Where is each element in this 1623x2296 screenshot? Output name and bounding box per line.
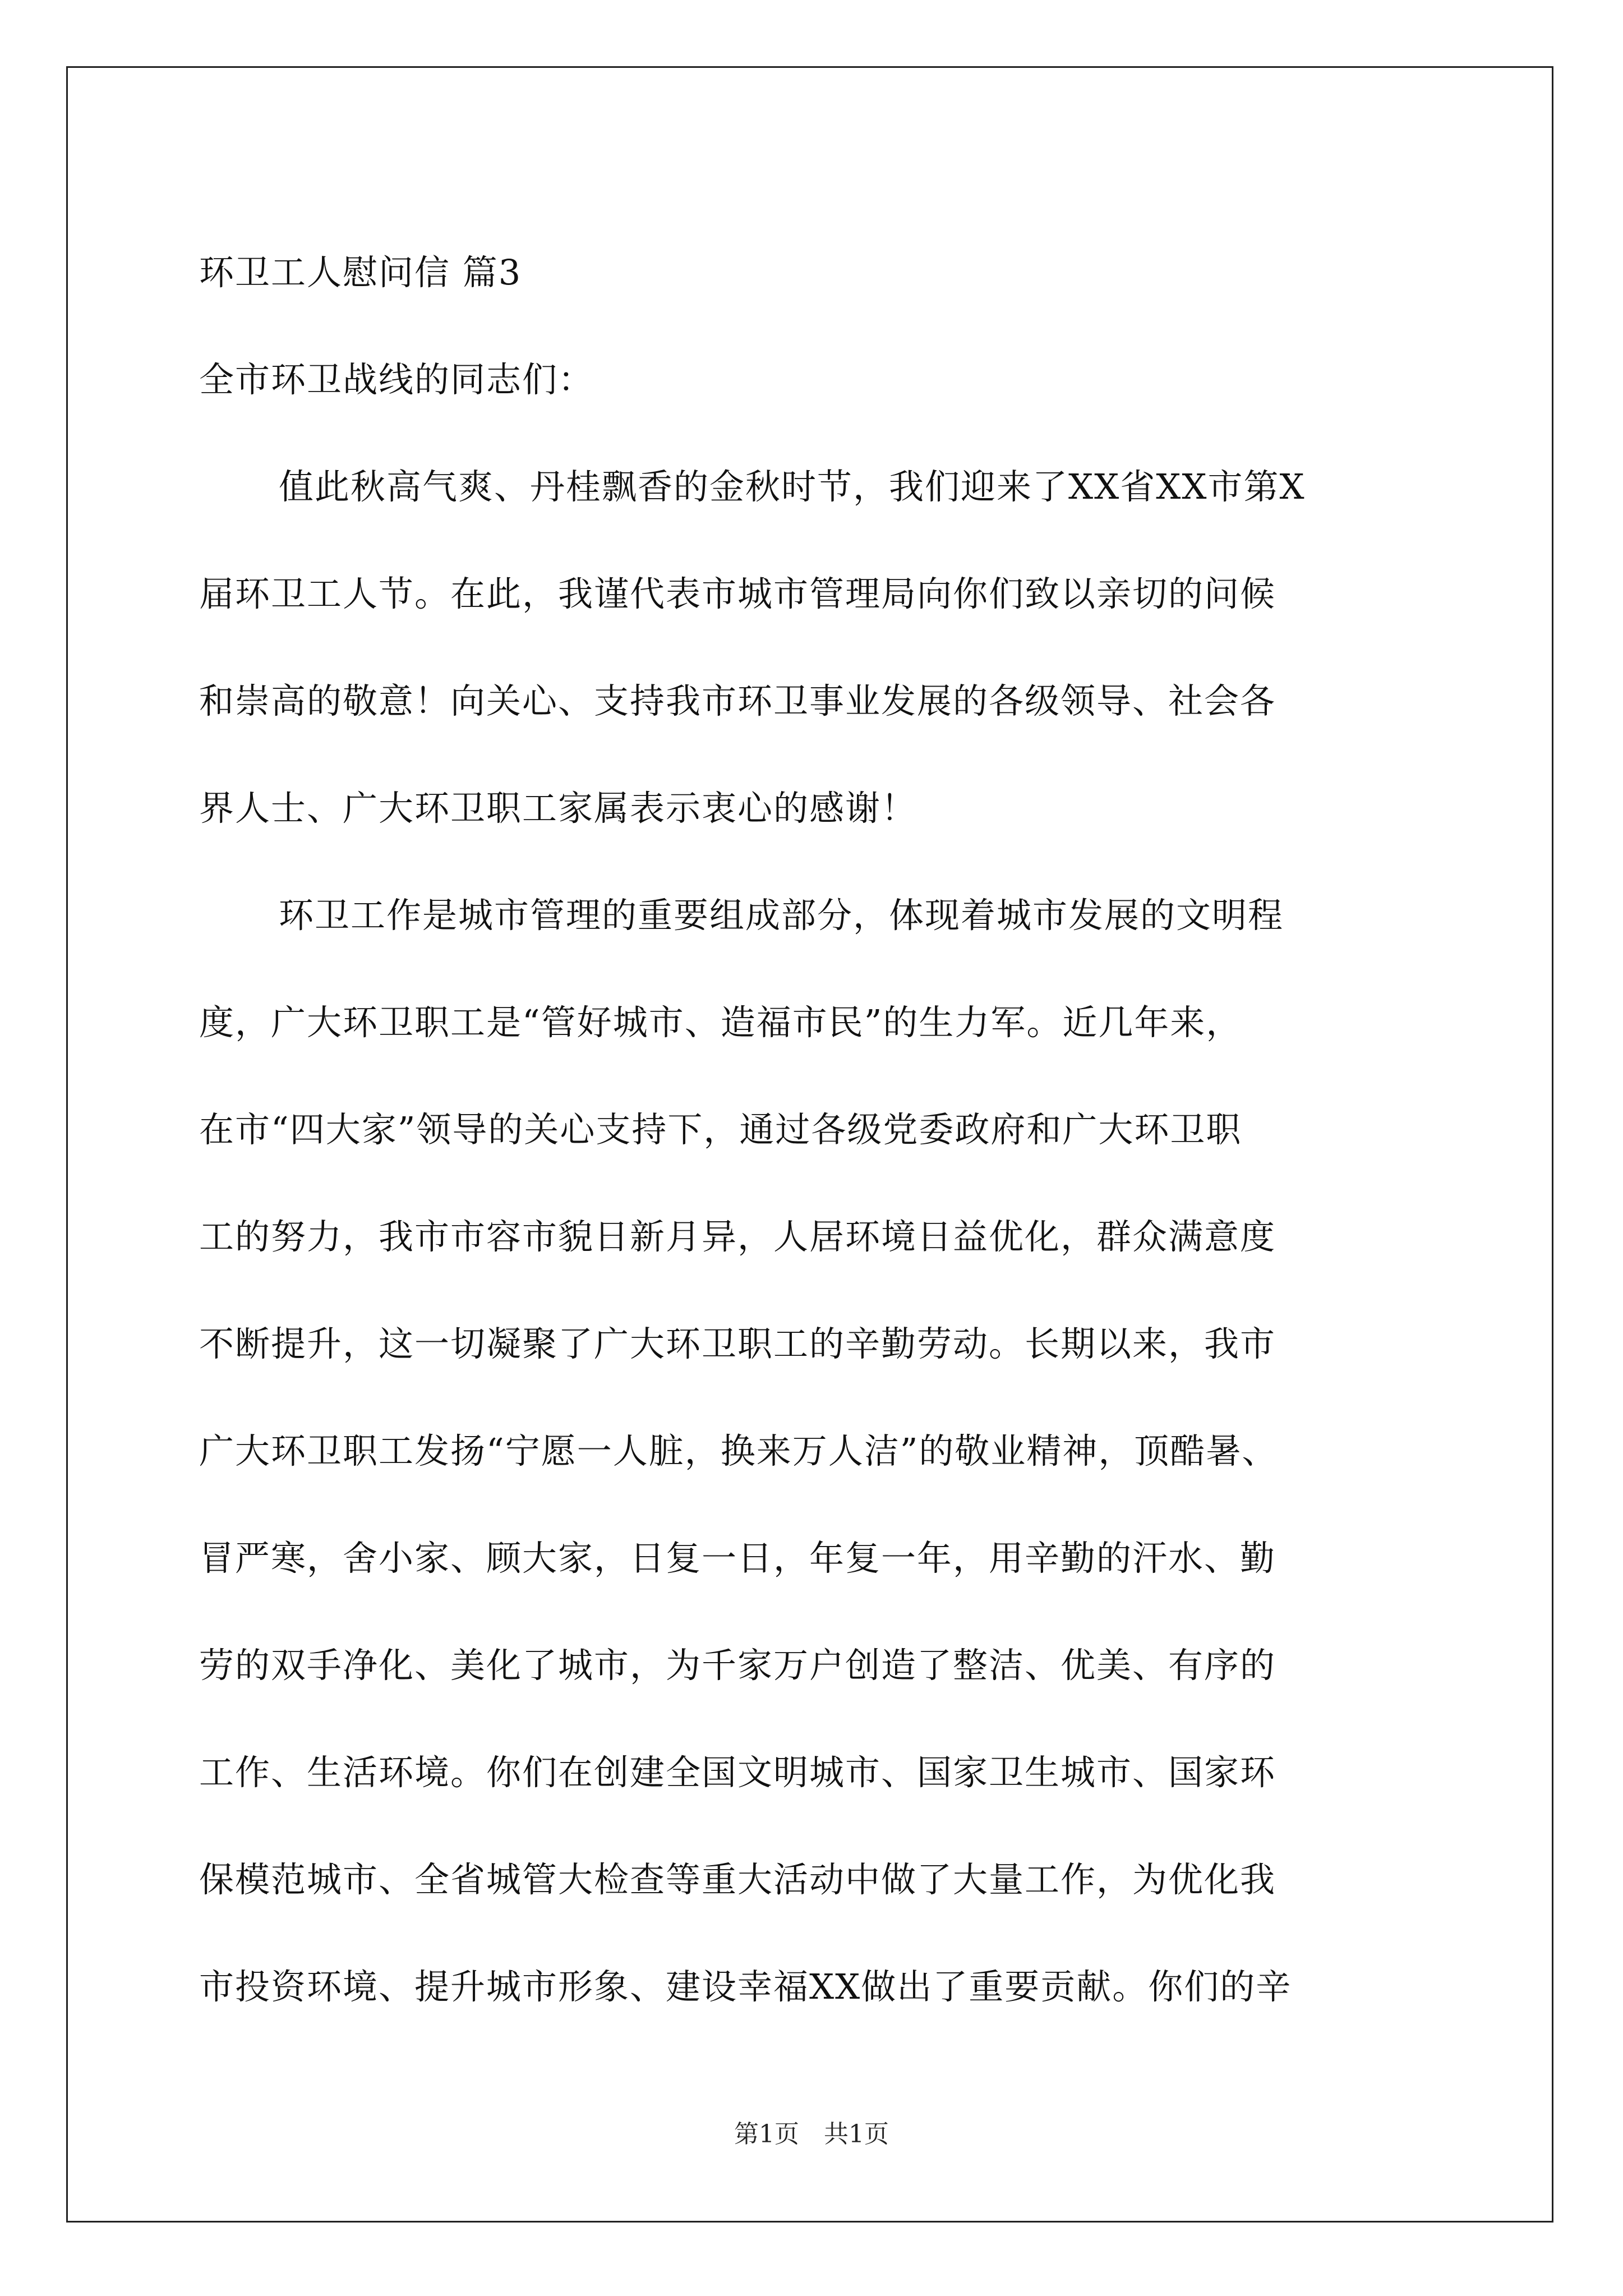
paragraph-2-line-2: 度，广大环卫职工是“管好城市、造福市民”的生力军。近几年来， [199,1002,1242,1043]
paragraph-1-line-3: 和崇高的敬意！向关心、支持我市环卫事业发展的各级领导、社会各 [199,680,1276,721]
page-footer: 第1页 共1页 [734,2120,889,2148]
salutation: 全市环卫战线的同志们： [199,359,594,400]
paragraph-2-line-9: 工作、生活环境。你们在创建全国文明城市、国家卫生城市、国家环 [199,1752,1276,1793]
paragraph-1-line-4: 界人士、广大环卫职工家属表示衷心的感谢！ [199,788,917,829]
paragraph-2-line-11: 市投资环境、提升城市形象、建设幸福XX做出了重要贡献。你们的辛 [199,1966,1292,2007]
paragraph-2-line-7: 冒严寒，舍小家、顾大家，日复一日，年复一年，用辛勤的汗水、勤 [199,1538,1276,1579]
paragraph-2-line-1: 环卫工作是城市管理的重要组成部分，体现着城市发展的文明程 [279,895,1284,936]
paragraph-1-line-2: 届环卫工人节。在此，我谨代表市城市管理局向你们致以亲切的问候 [199,573,1276,614]
document-title: 环卫工人慰问信 篇3 [199,252,522,293]
paragraph-2-line-5: 不断提升，这一切凝聚了广大环卫职工的辛勤劳动。长期以来，我市 [199,1323,1276,1364]
paragraph-2-line-6: 广大环卫职工发扬“宁愿一人脏，换来万人洁”的敬业精神，顶酷暑、 [199,1430,1278,1471]
paragraph-2-line-10: 保模范城市、全省城管大检查等重大活动中做了大量工作，为优化我 [199,1859,1276,1900]
document-body [199,219,1461,2040]
paragraph-2-line-8: 劳的双手净化、美化了城市，为千家万户创造了整洁、优美、有序的 [199,1645,1276,1686]
paragraph-2-line-4: 工的努力，我市市容市貌日新月异，人居环境日益优化，群众满意度 [199,1216,1276,1257]
paragraph-2-line-3: 在市“四大家”领导的关心支持下，通过各级党委政府和广大环卫职 [199,1109,1242,1150]
paragraph-1-line-1: 值此秋高气爽、丹桂飘香的金秋时节，我们迎来了XX省XX市第X [279,466,1306,507]
